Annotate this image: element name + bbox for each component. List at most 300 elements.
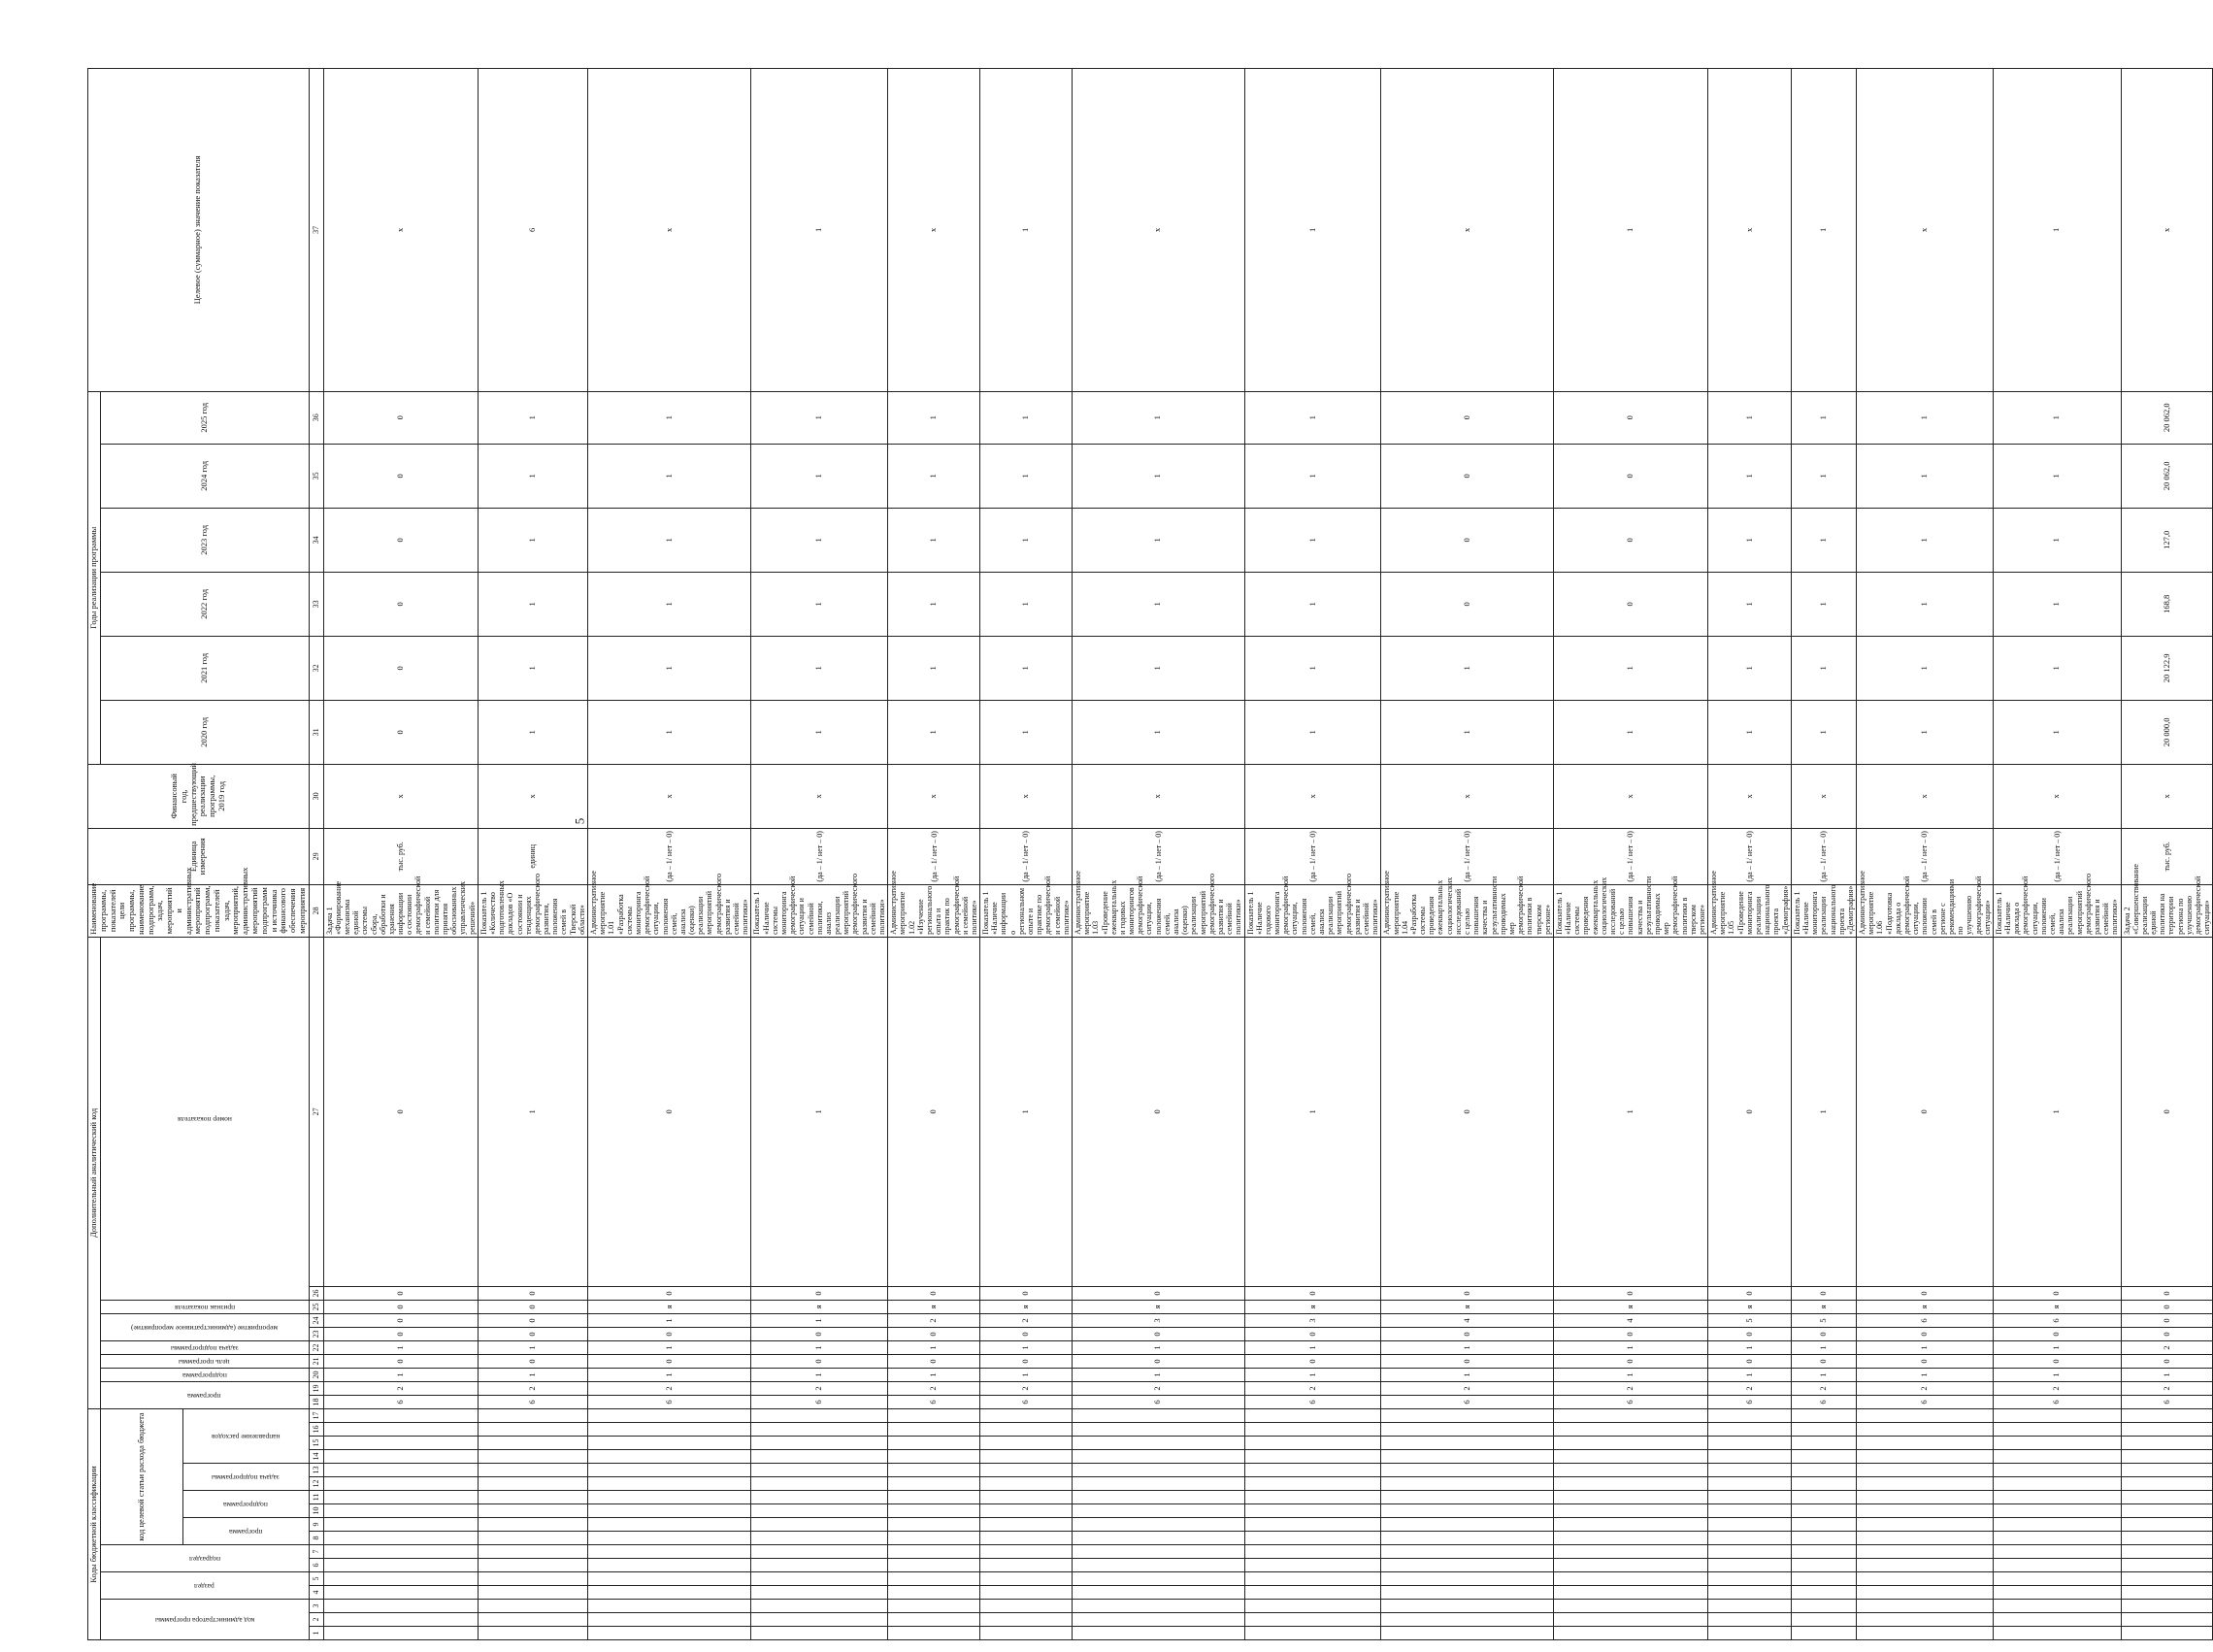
- row-base-year: x: [751, 764, 888, 828]
- row-target: x: [1708, 69, 1792, 392]
- budget-code-cell: [1244, 1491, 1381, 1504]
- budget-code-cell: [888, 1477, 980, 1491]
- budget-code-cell: [1791, 1586, 1856, 1600]
- row-name: Показатель 1 «Количество подготовленных докладов «О состоянии и тенденциях демографического развития, положения семей в Тверской области»: [478, 884, 587, 937]
- row-unit: (да – 1/ нет – 0): [751, 828, 888, 884]
- row-year-value: 1: [1791, 391, 1856, 444]
- row-unit: (да – 1/ нет – 0): [1857, 828, 1994, 884]
- row-unit: единиц: [478, 828, 587, 884]
- budget-code-cell: [1072, 1545, 1244, 1559]
- analytic-code-cell: 0: [1791, 1327, 1856, 1340]
- analytic-code-cell: 2: [1381, 1381, 1554, 1395]
- row-name: Показатель 1 «Наличие системы проведения ежеквартальных социологических исследований с целью повышения качества и результативности проводимых мер демографической политики в тверском регионе»: [1553, 884, 1707, 937]
- row-unit: (да – 1/ нет – 0): [1244, 828, 1381, 884]
- column-number-1: 1: [309, 1627, 323, 1640]
- budget-code-cell: [1993, 1450, 2121, 1464]
- budget-code-cell: [588, 1450, 751, 1464]
- budget-code-cell: [1381, 1518, 1554, 1532]
- budget-code-cell: [888, 1450, 980, 1464]
- row-year-value: 1: [1244, 444, 1381, 508]
- budget-code-cell: [1553, 1423, 1707, 1437]
- row-year-value: 1: [1993, 636, 2121, 700]
- budget-code-cell: [323, 1477, 478, 1491]
- budget-code-cell: [2121, 1491, 2213, 1504]
- budget-code-cell: [588, 1572, 751, 1586]
- budget-code-cell: [2121, 1504, 2213, 1518]
- budget-code-cell: [1791, 1423, 1856, 1437]
- budget-code-cell: [588, 1532, 751, 1545]
- budget-code-cell: [1708, 1559, 1792, 1572]
- analytic-code-cell: 1: [1244, 1368, 1381, 1381]
- row-year-value: 1: [751, 508, 888, 572]
- budget-code-cell: [323, 1545, 478, 1559]
- analytic-code-cell: 2: [478, 1381, 587, 1395]
- row-year-value: 1: [1708, 508, 1792, 572]
- budget-code-cell: [1553, 1627, 1707, 1640]
- budget-code-cell: [888, 1408, 980, 1422]
- column-number-3: 3: [309, 1600, 323, 1613]
- budget-code-cell: [1857, 1600, 1994, 1613]
- budget-code-cell: [888, 1545, 980, 1559]
- analytic-code-cell: 0: [1244, 1354, 1381, 1368]
- analytic-code-cell: 6: [1791, 1395, 1856, 1408]
- table-row: [1553, 69, 1707, 1640]
- table-row: [323, 69, 478, 1640]
- analytic-code-cell: 2: [1072, 1381, 1244, 1395]
- row-year-value: 1: [751, 700, 888, 764]
- row-year-value: 0: [323, 391, 478, 444]
- analytic-code-cell: 6: [888, 1395, 980, 1408]
- analytic-code-cell: 1: [1993, 1340, 2121, 1354]
- column-number-19: 19: [309, 1381, 323, 1395]
- column-number-11: 11: [309, 1491, 323, 1504]
- budget-code-cell: [478, 1491, 587, 1504]
- row-target: 6: [478, 69, 587, 392]
- budget-code-cell: [2121, 1518, 2213, 1532]
- row-target: 1: [980, 69, 1073, 392]
- analytic-code-cell: 2: [2121, 1340, 2213, 1354]
- column-number-6: 6: [309, 1559, 323, 1572]
- budget-code-cell: [1072, 1504, 1244, 1518]
- budget-code-cell: [980, 1545, 1073, 1559]
- year-2022-header: 2022 год: [100, 572, 309, 636]
- budget-code-cell: [751, 1613, 888, 1627]
- analytic-code-cell: 0: [2121, 1286, 2213, 1300]
- analytic-code-cell: 0: [1072, 937, 1244, 1286]
- analytic-code-cell: 0: [323, 1354, 478, 1368]
- budget-code-cell: [888, 1491, 980, 1504]
- analytic-event-header: мероприятие (административное мероприятие): [100, 1313, 309, 1340]
- row-unit: (да – 1/ нет – 0): [1072, 828, 1244, 884]
- program-table: [87, 68, 2213, 1640]
- budget-code-cell: [1857, 1477, 1994, 1491]
- budget-code-cell: [1708, 1423, 1792, 1437]
- row-year-value: 1: [1244, 700, 1381, 764]
- analytic-code-cell: 1: [980, 937, 1073, 1286]
- budget-code-cell: [1993, 1586, 2121, 1600]
- analytic-code-cell: 0: [1993, 1286, 2121, 1300]
- analytic-code-cell: 1: [751, 1368, 888, 1381]
- budget-code-cell: [323, 1408, 478, 1422]
- analytic-code-cell: 1: [323, 1368, 478, 1381]
- table-row: [2121, 69, 2213, 1640]
- budget-code-cell: [1993, 1464, 2121, 1477]
- budget-code-cell: [1553, 1464, 1707, 1477]
- budget-code-cell: [1381, 1450, 1554, 1464]
- analytic-code-cell: 1: [1791, 1368, 1856, 1381]
- budget-code-cell: [1791, 1477, 1856, 1491]
- budget-code-cell: [588, 1627, 751, 1640]
- analytic-code-cell: 0: [1993, 1327, 2121, 1340]
- analytic-code-cell: я: [1993, 1300, 2121, 1313]
- budget-code-cell: [2121, 1613, 2213, 1627]
- budget-code-cell: [1244, 1600, 1381, 1613]
- budget-code-cell: [1244, 1477, 1381, 1491]
- column-number-32: 32: [309, 636, 323, 700]
- budget-code-cell: [323, 1518, 478, 1532]
- budget-code-cell: [751, 1559, 888, 1572]
- target-header: Целевое (суммарное) значение показателя: [88, 69, 310, 392]
- budget-code-cell: [1993, 1600, 2121, 1613]
- row-target: 1: [1553, 69, 1707, 392]
- row-year-value: 1: [1244, 572, 1381, 636]
- budget-code-cell: [478, 1450, 587, 1464]
- budget-code-cell: [751, 1437, 888, 1450]
- row-year-value: 1: [588, 391, 751, 444]
- budget-code-cell: [478, 1504, 587, 1518]
- analytic-code-cell: 1: [1381, 1368, 1554, 1381]
- budget-code-cell: [323, 1464, 478, 1477]
- budget-code-cell: [478, 1408, 587, 1422]
- column-number-7: 7: [309, 1545, 323, 1559]
- budget-code-cell: [1072, 1408, 1244, 1422]
- row-year-value: 1: [478, 508, 587, 572]
- budget-code-cell: [888, 1559, 980, 1572]
- row-year-value: 1: [1072, 700, 1244, 764]
- row-year-value: 1: [1553, 636, 1707, 700]
- column-number-17: 17: [309, 1408, 323, 1422]
- budget-code-cell: [751, 1627, 888, 1640]
- budget-code-cell: [1708, 1504, 1792, 1518]
- table-row: [1381, 69, 1554, 1640]
- year-2024-header: 2024 год: [100, 444, 309, 508]
- column-number-28: 28: [309, 884, 323, 937]
- name-header: Наименование программы, показателей цели программы, наименование подпрограмм, задач, мероприятий и административных мероприятий подпрограмм, показателей задач, мероприятий, административных мероприятий подпрограмм и источника финансового обеспечения мероприятия: [88, 884, 310, 937]
- analytic-program-header: программа: [100, 1381, 309, 1408]
- row-year-value: 1: [980, 572, 1073, 636]
- budget-code-cell: [751, 1572, 888, 1586]
- analytic-code-header: Дополнительный аналитический код: [88, 937, 101, 1408]
- budget-code-cell: [1553, 1518, 1707, 1532]
- budget-code-cell: [1857, 1491, 1994, 1504]
- budget-code-cell: [1072, 1437, 1244, 1450]
- row-year-value: 1: [478, 636, 587, 700]
- analytic-code-cell: 1: [888, 1368, 980, 1381]
- budget-code-cell: [478, 1559, 587, 1572]
- budget-code-cell: [588, 1491, 751, 1504]
- budget-code-cell: [323, 1600, 478, 1613]
- row-year-value: 1: [1791, 572, 1856, 636]
- year-2020-header: 2020 год: [100, 700, 309, 764]
- budget-code-cell: [1553, 1600, 1707, 1613]
- budget-code-cell: [1553, 1572, 1707, 1586]
- budget-code-cell: [588, 1559, 751, 1572]
- column-number-13: 13: [309, 1464, 323, 1477]
- budget-code-cell: [1791, 1532, 1856, 1545]
- budget-code-cell: [1072, 1586, 1244, 1600]
- budget-code-cell: [980, 1600, 1073, 1613]
- rotated-table-container: [87, 68, 2212, 1640]
- budget-code-cell: [1553, 1504, 1707, 1518]
- analytic-code-cell: 0: [1244, 1286, 1381, 1300]
- budget-code-cell: [1072, 1627, 1244, 1640]
- row-year-value: 1: [888, 700, 980, 764]
- analytic-code-cell: 1: [888, 1340, 980, 1354]
- row-unit: (да – 1/ нет – 0): [1553, 828, 1707, 884]
- budget-code-cell: [1857, 1586, 1994, 1600]
- budget-code-cell: [2121, 1408, 2213, 1422]
- row-unit: (да – 1/ нет – 0): [1791, 828, 1856, 884]
- table-row: [1072, 69, 1244, 1640]
- budget-code-cell: [1708, 1408, 1792, 1422]
- budget-code-cell: [888, 1532, 980, 1545]
- row-year-value: 1: [478, 700, 587, 764]
- budget-code-cell: [1708, 1437, 1792, 1450]
- budget-code-cell: [980, 1504, 1073, 1518]
- analytic-code-cell: 0: [588, 1354, 751, 1368]
- budget-code-cell: [1993, 1477, 2121, 1491]
- section-header: раздел: [100, 1572, 309, 1600]
- row-year-value: 1: [478, 444, 587, 508]
- row-target: x: [323, 69, 478, 392]
- analytic-code-cell: 1: [1244, 1340, 1381, 1354]
- row-target: x: [1381, 69, 1554, 392]
- analytic-code-cell: 0: [588, 937, 751, 1286]
- budget-code-cell: [1244, 1586, 1381, 1600]
- budget-code-cell: [1993, 1437, 2121, 1450]
- row-base-year: x: [1244, 764, 1381, 828]
- analytic-code-cell: 0: [2121, 937, 2213, 1286]
- budget-code-cell: [1857, 1518, 1994, 1532]
- analytic-code-cell: 1: [588, 1368, 751, 1381]
- analytic-code-cell: 0: [751, 1286, 888, 1300]
- row-unit: (да – 1/ нет – 0): [1708, 828, 1792, 884]
- column-number-9: 9: [309, 1518, 323, 1532]
- table-row: [751, 69, 888, 1640]
- analytic-code-cell: 0: [1708, 1354, 1792, 1368]
- analytic-code-cell: 0: [1791, 1354, 1856, 1368]
- budget-code-cell: [980, 1408, 1073, 1422]
- row-base-year: x: [1791, 764, 1856, 828]
- budget-code-cell: [1708, 1464, 1792, 1477]
- analytic-code-cell: 1: [1381, 1340, 1554, 1354]
- row-base-year: x: [1708, 764, 1792, 828]
- row-year-value: 1: [751, 572, 888, 636]
- budget-code-cell: [1553, 1450, 1707, 1464]
- analytic-code-cell: я: [1791, 1300, 1856, 1313]
- row-target: x: [2121, 69, 2213, 392]
- table-row: [1791, 69, 1856, 1640]
- budget-code-cell: [1244, 1532, 1381, 1545]
- row-year-value: 0: [323, 700, 478, 764]
- analytic-code-cell: 5: [1708, 1313, 1792, 1327]
- budget-code-cell: [751, 1504, 888, 1518]
- analytic-code-cell: 0: [478, 1354, 587, 1368]
- analytic-code-cell: я: [1708, 1300, 1792, 1313]
- row-year-value: 1: [1381, 700, 1554, 764]
- analytic-code-cell: 0: [1553, 1354, 1707, 1368]
- row-year-value: 1: [1072, 572, 1244, 636]
- analytic-code-cell: я: [1244, 1300, 1381, 1313]
- budget-code-cell: [1381, 1545, 1554, 1559]
- budget-code-cell: [323, 1423, 478, 1437]
- budget-code-cell: [478, 1586, 587, 1600]
- table-row: [888, 69, 980, 1640]
- budget-code-cell: [2121, 1423, 2213, 1437]
- budget-code-cell: [323, 1450, 478, 1464]
- budget-code-cell: [1381, 1586, 1554, 1600]
- table-row: [1708, 69, 1792, 1640]
- row-year-value: 1: [1857, 508, 1994, 572]
- row-base-year: x: [888, 764, 980, 828]
- column-number-34: 34: [309, 508, 323, 572]
- analytic-code-cell: 0: [1857, 1354, 1994, 1368]
- analytic-code-cell: я: [980, 1300, 1073, 1313]
- analytic-code-cell: 6: [478, 1395, 587, 1408]
- row-year-value: 1: [888, 572, 980, 636]
- analytic-code-cell: я: [1072, 1300, 1244, 1313]
- budget-code-cell: [1553, 1559, 1707, 1572]
- analytic-code-cell: 6: [2121, 1395, 2213, 1408]
- budget-code-cell: [751, 1518, 888, 1532]
- analytic-code-cell: 1: [1857, 1340, 1994, 1354]
- column-number-23: 23: [309, 1327, 323, 1340]
- row-year-value: 1: [1857, 572, 1994, 636]
- row-year-value: 1: [1708, 636, 1792, 700]
- budget-code-cell: [1791, 1450, 1856, 1464]
- budget-code-cell: [1857, 1437, 1994, 1450]
- row-unit: (да – 1/ нет – 0): [1993, 828, 2121, 884]
- budget-code-cell: [1244, 1572, 1381, 1586]
- row-name: Показатель 1 «Наличие информации о региональном опыте и практике по демографической и семейной политике»: [980, 884, 1073, 937]
- row-year-value: 1: [888, 636, 980, 700]
- year-2021-header: 2021 год: [100, 636, 309, 700]
- row-target: x: [588, 69, 751, 392]
- budget-code-cell: [1993, 1518, 2121, 1532]
- row-name: Задача 1 «Формирование механизма единой системы сбора, обработки и хранения информации о состоянии демографической и семейной политики для принятия обоснованных управленческих решений»: [323, 884, 478, 937]
- budget-code-cell: [2121, 1464, 2213, 1477]
- budget-code-cell: [980, 1477, 1073, 1491]
- row-year-value: 1: [980, 700, 1073, 764]
- row-year-value: 1: [888, 508, 980, 572]
- budget-code-cell: [1791, 1613, 1856, 1627]
- row-year-value: 1: [1791, 636, 1856, 700]
- task-subheader: задача подпрограммы: [182, 1464, 309, 1491]
- analytic-code-cell: 2: [980, 1313, 1073, 1327]
- analytic-code-cell: 4: [1381, 1313, 1554, 1327]
- budget-code-cell: [980, 1423, 1073, 1437]
- column-number-24: 24: [309, 1313, 323, 1327]
- analytic-code-cell: 1: [588, 1313, 751, 1327]
- analytic-code-cell: 2: [1553, 1381, 1707, 1395]
- budget-code-cell: [2121, 1545, 2213, 1559]
- row-year-value: 1: [751, 391, 888, 444]
- analytic-code-cell: я: [751, 1300, 888, 1313]
- budget-code-cell: [1993, 1559, 2121, 1572]
- row-year-value: 127,0: [2121, 508, 2213, 572]
- budget-code-cell: [1791, 1627, 1856, 1640]
- budget-code-cell: [1244, 1559, 1381, 1572]
- analytic-code-cell: 1: [1553, 1340, 1707, 1354]
- budget-code-cell: [323, 1572, 478, 1586]
- budget-code-cell: [1381, 1477, 1554, 1491]
- analytic-code-cell: 0: [2121, 1313, 2213, 1327]
- budget-code-cell: [2121, 1437, 2213, 1450]
- column-number-16: 16: [309, 1423, 323, 1437]
- budget-code-cell: [1072, 1491, 1244, 1504]
- row-target: x: [1857, 69, 1994, 392]
- row-unit: (да – 1/ нет – 0): [1381, 828, 1554, 884]
- analytic-code-cell: 0: [588, 1286, 751, 1300]
- budget-code-cell: [1072, 1423, 1244, 1437]
- analytic-code-cell: 2: [323, 1381, 478, 1395]
- row-year-value: 1: [980, 636, 1073, 700]
- analytic-code-cell: 3: [1244, 1313, 1381, 1327]
- budget-code-cell: [1708, 1586, 1792, 1600]
- row-year-value: 0: [1381, 444, 1554, 508]
- row-year-value: 1: [1857, 391, 1994, 444]
- budget-code-cell: [478, 1532, 587, 1545]
- analytic-code-cell: 0: [980, 1286, 1073, 1300]
- budget-code-cell: [478, 1477, 587, 1491]
- budget-code-cell: [751, 1532, 888, 1545]
- analytic-code-cell: 0: [980, 1354, 1073, 1368]
- analytic-code-cell: 6: [1993, 1313, 2121, 1327]
- row-year-value: 0: [323, 636, 478, 700]
- analytic-code-cell: 1: [1708, 1368, 1792, 1381]
- column-number-21: 21: [309, 1354, 323, 1368]
- row-unit: тыс. руб.: [323, 828, 478, 884]
- column-number-8: 8: [309, 1532, 323, 1545]
- row-year-value: 0: [323, 444, 478, 508]
- column-number-37: 37: [309, 69, 323, 392]
- budget-code-cell: [1857, 1423, 1994, 1437]
- budget-code-cell: [1244, 1464, 1381, 1477]
- row-year-value: 0: [323, 508, 478, 572]
- row-unit: (да – 1/ нет – 0): [888, 828, 980, 884]
- direction-subheader: направление расходов: [182, 1408, 309, 1463]
- budget-code-cell: [1072, 1572, 1244, 1586]
- analytic-code-cell: 0: [1857, 1327, 1994, 1340]
- page-number: 5: [572, 817, 587, 825]
- analytic-code-cell: 0: [478, 1300, 587, 1313]
- row-year-value: 1: [888, 391, 980, 444]
- budget-code-cell: [1993, 1423, 2121, 1437]
- budget-code-cell: [1072, 1477, 1244, 1491]
- analytic-code-cell: 0: [1381, 937, 1554, 1286]
- budget-code-cell: [1244, 1408, 1381, 1422]
- column-number-35: 35: [309, 444, 323, 508]
- analytic-code-cell: 1: [2121, 1368, 2213, 1381]
- budget-code-cell: [1072, 1464, 1244, 1477]
- analytic-code-cell: 6: [1993, 1395, 2121, 1408]
- column-number-27: 27: [309, 937, 323, 1286]
- column-number-22: 22: [309, 1340, 323, 1354]
- row-year-value: 1: [1244, 636, 1381, 700]
- budget-code-cell: [1381, 1408, 1554, 1422]
- column-number-25: 25: [309, 1300, 323, 1313]
- analytic-code-cell: 2: [980, 1381, 1073, 1395]
